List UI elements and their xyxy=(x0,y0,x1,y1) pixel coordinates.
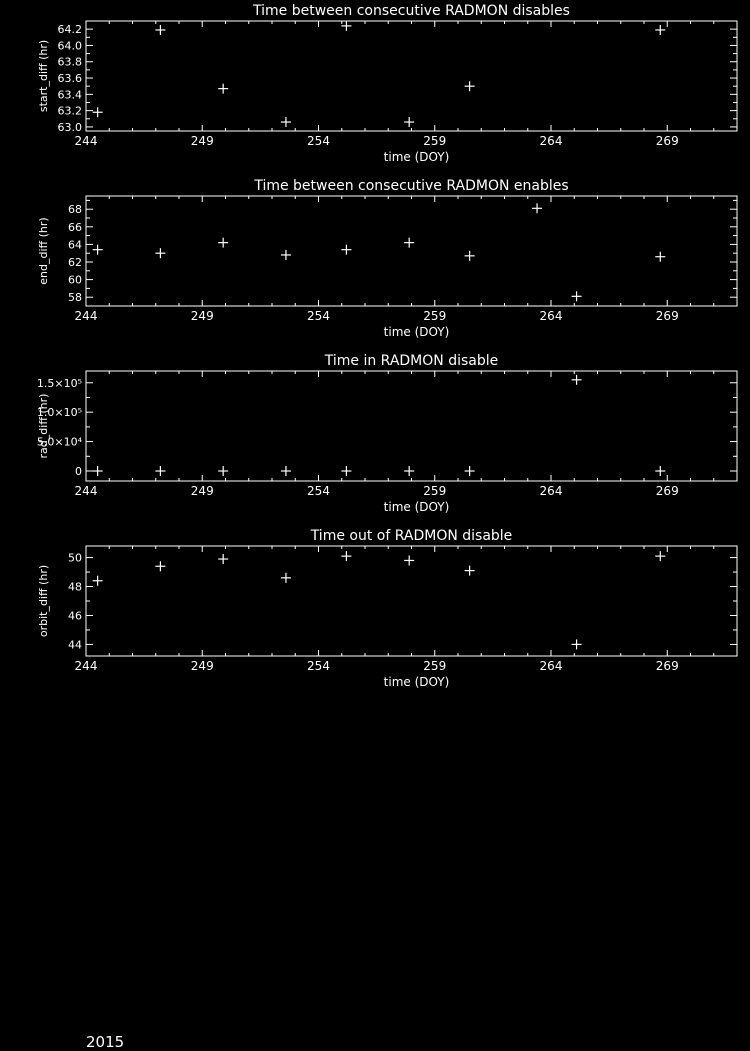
y-axis-label: start_diff (hr) xyxy=(37,39,50,113)
x-tick-label: 244 xyxy=(74,134,98,148)
y-tick-label: 63.4 xyxy=(57,88,82,102)
chart-end-diff xyxy=(0,175,750,345)
y-tick-label: 0 xyxy=(75,465,82,478)
y-tick-label: 62 xyxy=(68,256,82,269)
y-tick-label: 66 xyxy=(68,220,82,234)
data-point xyxy=(341,245,351,255)
y-tick-label: 64.0 xyxy=(57,39,82,53)
x-tick-label: 269 xyxy=(655,484,679,498)
x-tick-label: 269 xyxy=(655,309,679,323)
data-point xyxy=(155,25,165,35)
y-tick-label: 48 xyxy=(68,580,82,594)
y-tick-label: 44 xyxy=(68,638,82,652)
y-tick-label: 50 xyxy=(68,551,82,565)
x-tick-label: 269 xyxy=(655,134,679,148)
data-point xyxy=(341,466,351,476)
data-point xyxy=(218,466,228,476)
x-tick-label: 264 xyxy=(539,309,563,323)
y-tick-label: 46 xyxy=(68,609,82,623)
x-tick-label: 259 xyxy=(423,134,447,148)
data-point xyxy=(465,251,475,261)
data-point xyxy=(465,81,475,91)
data-point xyxy=(341,21,351,31)
data-point xyxy=(572,639,582,649)
y-axis-label: orbit_diff (hr) xyxy=(37,564,50,638)
x-tick-label: 259 xyxy=(423,659,447,673)
data-point xyxy=(655,466,665,476)
data-point xyxy=(572,291,582,301)
x-tick-label: 254 xyxy=(307,659,330,673)
data-point xyxy=(93,107,103,117)
data-point xyxy=(655,252,665,262)
x-tick-label: 259 xyxy=(423,309,447,323)
y-tick-label: 63.8 xyxy=(57,55,82,69)
chart-rad-diff xyxy=(0,350,750,520)
chart-title: Time between consecutive RADMON enables xyxy=(254,178,569,194)
data-point xyxy=(281,573,291,583)
y-tick-label: 63.2 xyxy=(57,104,82,118)
y-tick-label: 64 xyxy=(68,238,82,252)
x-axis-label: time (DOY) xyxy=(383,150,450,164)
data-point xyxy=(465,466,475,476)
y-tick-label: 63.6 xyxy=(57,72,82,86)
x-tick-label: 269 xyxy=(655,659,679,673)
plot-frame xyxy=(86,371,737,481)
chart-orbit-diff xyxy=(0,525,750,695)
x-tick-label: 249 xyxy=(190,484,214,498)
y-tick-label: 58 xyxy=(68,291,82,305)
x-tick-label: 264 xyxy=(539,134,563,148)
data-point xyxy=(572,375,582,385)
plot-frame xyxy=(86,21,737,131)
year-label: 2015 xyxy=(86,1033,125,1051)
data-point xyxy=(93,466,103,476)
x-tick-label: 249 xyxy=(190,309,214,323)
data-point xyxy=(532,203,542,213)
data-point xyxy=(655,25,665,35)
data-point xyxy=(155,561,165,571)
data-point xyxy=(93,245,103,255)
data-point xyxy=(404,555,414,565)
x-tick-label: 244 xyxy=(74,484,98,498)
chart-title: Time between consecutive RADMON disables xyxy=(253,3,570,19)
data-point xyxy=(404,466,414,476)
y-axis-label: end_diff (hr) xyxy=(37,217,50,285)
x-axis-label: time (DOY) xyxy=(383,500,450,514)
data-point xyxy=(404,238,414,248)
x-axis-label: time (DOY) xyxy=(383,675,450,689)
data-point xyxy=(281,250,291,260)
data-point xyxy=(155,466,165,476)
x-tick-label: 244 xyxy=(74,659,98,673)
chart-start-diff xyxy=(0,0,750,170)
y-tick-label: 60 xyxy=(68,273,82,287)
chart-title: Time in RADMON disable xyxy=(324,353,499,369)
x-tick-label: 254 xyxy=(307,134,330,148)
x-axis-label: time (DOY) xyxy=(383,325,450,339)
plot-frame xyxy=(86,546,737,656)
data-point xyxy=(281,466,291,476)
data-point xyxy=(281,117,291,127)
chart-title: Time out of RADMON disable xyxy=(310,528,513,544)
y-tick-label: 1.0×10⁵ xyxy=(36,406,82,420)
y-tick-label: 5.0×10⁴ xyxy=(36,435,82,449)
x-tick-label: 249 xyxy=(190,659,214,673)
data-point xyxy=(655,551,665,561)
data-point xyxy=(218,238,228,248)
data-point xyxy=(465,566,475,576)
y-tick-label: 1.5×10⁵ xyxy=(36,376,82,390)
x-tick-label: 264 xyxy=(539,484,563,498)
y-tick-label: 64.2 xyxy=(57,23,82,37)
data-point xyxy=(218,84,228,94)
data-point xyxy=(155,248,165,258)
y-tick-label: 68 xyxy=(68,203,82,217)
y-tick-label: 63.0 xyxy=(57,120,82,134)
y-axis-label: rad_diff (hr) xyxy=(37,393,50,459)
data-point xyxy=(218,554,228,564)
plot-frame xyxy=(86,196,737,306)
x-tick-label: 264 xyxy=(539,659,563,673)
data-point xyxy=(404,117,414,127)
x-tick-label: 244 xyxy=(74,309,98,323)
x-tick-label: 259 xyxy=(423,484,447,498)
x-tick-label: 254 xyxy=(307,309,330,323)
data-point xyxy=(93,576,103,586)
data-point xyxy=(341,551,351,561)
x-tick-label: 249 xyxy=(190,134,214,148)
x-tick-label: 254 xyxy=(307,484,330,498)
